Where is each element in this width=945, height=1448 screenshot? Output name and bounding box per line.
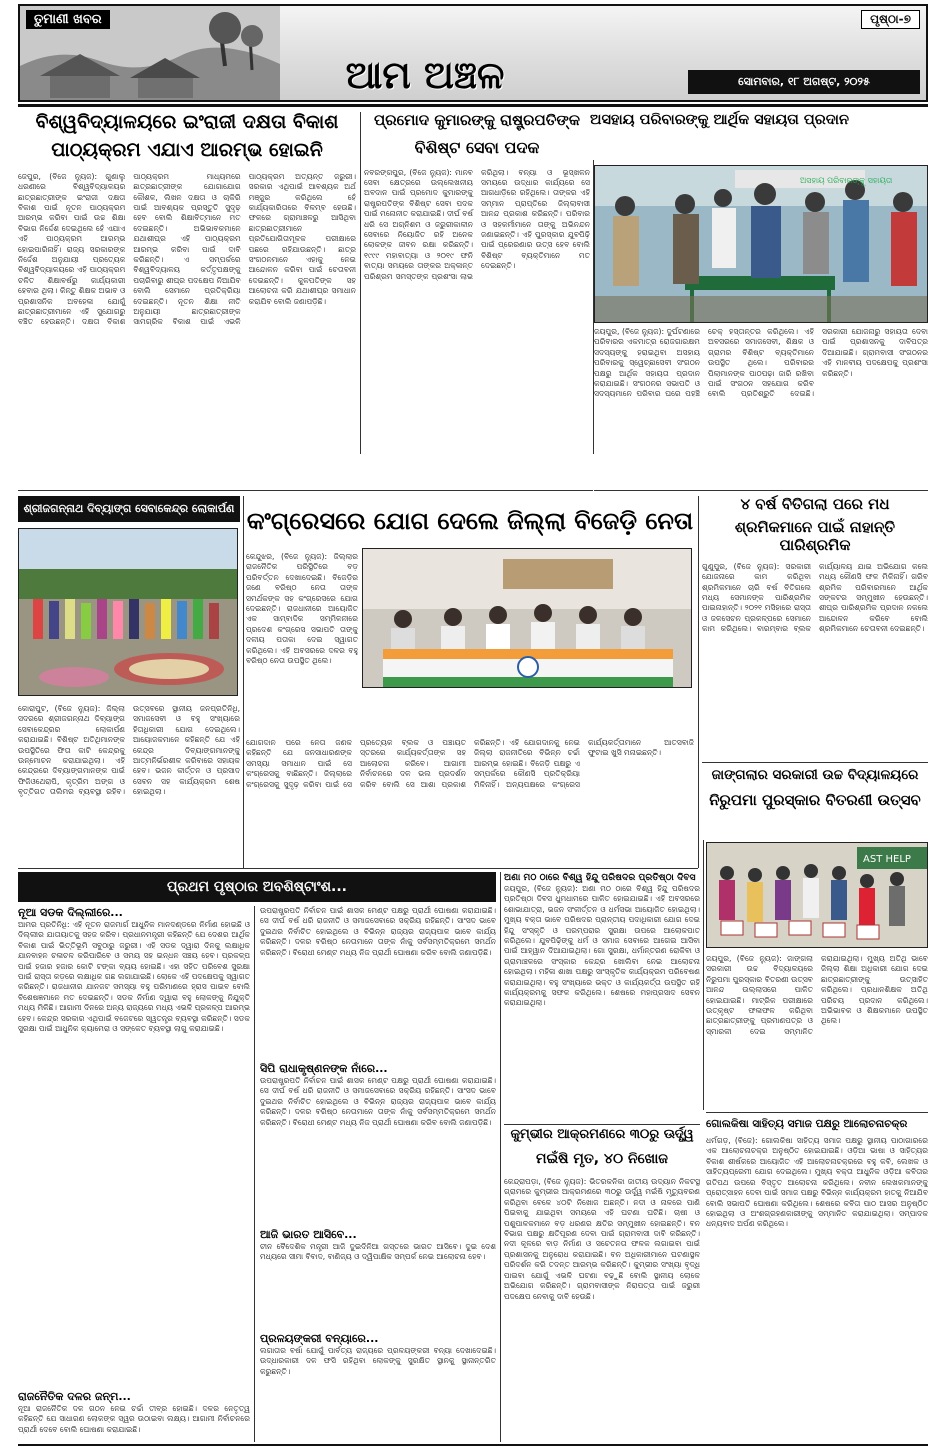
award-headline-2[interactable]: ବିଶିଷ୍ଟ ସେବା ପଦକ: [414, 138, 540, 158]
congress-body-b: ଯୋଗଦାନ ପରେ ନେତା ଜଣକ କହିଛନ୍ତି ଯେ ଜନସାଧାରଣଙ୍କ ସମସ୍ୟା ସମାଧାନ ପାଇଁ ସେ କଂଗ୍ରେସକୁ ବାଛିଛନ୍ତି। ଜିଲ୍ଲାରେ କଂଗ୍ରେସକୁ ସୁଦୃଢ଼ କରିବା ପାଇଁ ସେ ପ୍ରତ୍ୟେକ ବ୍ଲକ ଓ ପଞ୍ଚାୟତ ସ୍ତରରେ କାର୍ଯ୍ୟକର୍ତ୍ତାଙ୍କ ସହ ଆଲୋଚନା କରିବେ। ଆଗାମୀ ନିର୍ବାଚନରେ ଦଳ ଭଲ ପ୍ରଦର୍ଶନ କରିବ ବୋଲି ସେ ଆଶା ପ୍ରକାଶ କରିଛନ୍ତି। ଏହି ଯୋଗଦାନକୁ ନେଇ ଜିଲ୍ଲା ରାଜନୀତିରେ ବିଭିନ୍ନ ଚର୍ଚ୍ଚା ଆରମ୍ଭ ହୋଇଛି। ବିଜେଡ଼ି ପକ୍ଷରୁ ଏ ସମ୍ପର୍କରେ କୌଣସି ପ୍ରତିକ୍ରିୟା ମିଳିନାହିଁ। ଅନ୍ୟପକ୍ଷରେ କଂଗ୍ରେସ କାର୍ଯ୍ୟକର୍ତ୍ତାମାନେ ଆତସବାଜି ଫୁଟାଇ ଖୁସି ମନାଇଛନ୍ତି।: [246, 738, 694, 789]
school-article: [702, 768, 928, 838]
literature-article: [706, 1118, 928, 1442]
remaining-section: [18, 872, 496, 1442]
congress-headline[interactable]: କଂଗ୍ରେସରେ ଯୋଗ ଦେଲେ ଜିଲ୍ଲା ବିଜେଡ଼ି ନେତା: [246, 507, 694, 535]
financial-aid-headline[interactable]: ଅସହାୟ ପରିବାରଙ୍କୁ ଆର୍ଥିକ ସହାୟତା ପ୍ରଦାନ: [590, 112, 849, 128]
financial-aid-photo: [594, 165, 928, 323]
university-headline-2[interactable]: ପାଠ୍ୟକ୍ରମ ଏଯାଏ ଆରମ୍ଭ ହୋଇନି: [51, 138, 323, 161]
india-visit-subhead[interactable]: ଆଜି ଭାରତ ଆସିବେ...: [260, 1228, 357, 1241]
congress-photo: [362, 548, 692, 688]
road-subhead[interactable]: ନୂଆ ସଡକ ଦିଲ୍ଲୀରେ...: [18, 906, 123, 919]
workers-headline-1[interactable]: ୪ ବର୍ଷ ବିତିଗଲା ପରେ ମଧ: [740, 495, 890, 513]
issue-date: ସୋମବାର, ୧୮ ଅଗଷ୍ଟ, ୨୦୨୫: [688, 70, 920, 94]
hindu-parishad-article: [504, 872, 700, 1122]
radhakrishnan-body: ଉପରାଷ୍ଟ୍ରପତି ନିର୍ବାଚନ ପାଇଁ ଶାସକ ମେଣ୍ଟ ପକ୍ଷରୁ ପ୍ରାର୍ଥୀ ଘୋଷଣା କରାଯାଇଛି। ସେ ଦୀର୍ଘ ବର୍ଷ ଧରି ରାଜନୀତି ଓ ସମାଜସେବାରେ ସକ୍ରିୟ ରହିଛନ୍ତି। ସାଂସଦ ଭାବେ ଦୁଇଥର ନିର୍ବାଚିତ ହୋଇଥିଲେ ଓ ବିଭିନ୍ନ ରାଜ୍ୟର ରାଜ୍ୟପାଳ ଭାବେ କାର୍ଯ୍ୟ କରିଛନ୍ତି। ଦଳର ବରିଷ୍ଠ ନେତାମାନେ ତାଙ୍କ ନାଁକୁ ସର୍ବସମ୍ମତିକ୍ରମେ ସମର୍ଥନ କରିଛନ୍ତି। ବିରୋଧୀ ମେଣ୍ଟ ମଧ୍ୟ ନିଜ ପ୍ରାର୍ଥୀ ଘୋଷଣା କରିବ ବୋଲି ଜଣାପଡ଼ିଛି।: [260, 1076, 496, 1127]
banner-text: ଅସହାୟ ପରିବାରଙ୍କୁ ସହାୟତା: [800, 176, 893, 185]
university-article: [18, 112, 356, 452]
students-award-image: [707, 843, 928, 948]
remaining-continuation: ଉପରାଷ୍ଟ୍ରପତି ନିର୍ବାଚନ ପାଇଁ ଶାସକ ମେଣ୍ଟ ପକ୍ଷରୁ ପ୍ରାର୍ଥୀ ଘୋଷଣା କରାଯାଇଛି। ସେ ଦୀର୍ଘ ବର୍ଷ ଧରି ରାଜନୀତି ଓ ସମାଜସେବାରେ ସକ୍ରିୟ ରହିଛନ୍ତି। ସାଂସଦ ଭାବେ ଦୁଇଥର ନିର୍ବାଚିତ ହୋଇଥିଲେ ଓ ବିଭିନ୍ନ ରାଜ୍ୟର ରାଜ୍ୟପାଳ ଭାବେ କାର୍ଯ୍ୟ କରିଛନ୍ତି। ଦଳର ବରିଷ୍ଠ ନେତାମାନେ ତାଙ୍କ ନାଁକୁ ସର୍ବସମ୍ମତିକ୍ରମେ ସମର୍ଥନ କରିଛନ୍ତି। ବିରୋଧୀ ମେଣ୍ଟ ମଧ୍ୟ ନିଜ ପ୍ରାର୍ଥୀ ଘୋଷଣା କରିବ ବୋଲି ଜଣାପଡ଼ିଛି।: [260, 906, 496, 957]
workers-article: [702, 496, 928, 758]
congress-body-a: କେନ୍ଦୁଝର, (ବିଜେ ନ୍ୟୁଜ): ଜିଲ୍ଲାର ରାଜନୈତିକ ପରିସ୍ଥିତିରେ ବଡ଼ ପରିବର୍ତ୍ତନ ଦେଖାଦେଇଛି। ବିଜେଡ଼ିର ଜଣେ ବରିଷ୍ଠ ନେତା ତାଙ୍କ ସମର୍ଥକଙ୍କ ସହ କଂଗ୍ରେସରେ ଯୋଗ ଦେଇଛନ୍ତି। ରାଜଧାନୀରେ ଆୟୋଜିତ ଏକ ସାମ୍ବାଦିକ ସମ୍ମିଳନୀରେ ପ୍ରଦେଶ କଂଗ୍ରେସ ସଭାପତି ତାଙ୍କୁ ଦଳୀୟ ପତାକା ଦେଇ ସ୍ୱାଗତ କରିଥିଲେ। ଏହି ଅବସରରେ ଦଳର ବହୁ ବରିଷ୍ଠ ନେତା ଉପସ୍ଥିତ ଥିଲେ।: [246, 552, 358, 666]
school-body: ଜୟପୁର, (ବିଜେ ନ୍ୟୁଜ): ଜାଙ୍ଗଲା ସରକାରୀ ଉଚ୍ଚ ବିଦ୍ୟାଳୟରେ ନିରୁପମା ପୁରସ୍କାର ବିତରଣୀ ଉତ୍ସବ ଆନନ୍ଦ ଉଲ୍ଲାସରେ ପାଳିତ ହୋଇଯାଇଛି। ମାଟ୍ରିକ ପରୀକ୍ଷାରେ ଉତ୍କୃଷ୍ଟ ଫଳାଫଳ କରିଥିବା ଛାତ୍ରଛାତ୍ରୀଙ୍କୁ ପ୍ରମାଣପତ୍ର ଓ ସ୍ମାରକୀ ଦେଇ ସମ୍ମାନିତ କରାଯାଇଥିଲା। ମୁଖ୍ୟ ଅତିଥି ଭାବେ ଜିଲ୍ଲା ଶିକ୍ଷା ଅଧିକାରୀ ଯୋଗ ଦେଇ ଛାତ୍ରଛାତ୍ରୀଙ୍କୁ ଉତ୍ସାହିତ କରିଥିଲେ। ପ୍ରଧାନଶିକ୍ଷକ ଅତିଥି ପରିଚୟ ପ୍ରଦାନ କରିଥିଲେ। ଅଭିଭାବକ ଓ ଶିକ୍ଷକମାନେ ଉପସ୍ଥିତ ଥିଲେ।: [706, 954, 928, 1036]
university-body: ଜେପୁର, (ବିଜେ ନ୍ୟୁଜ): ଗୁଣାଲୁ ଧରଣୀରେ ବିଶ୍ୱବିଦ୍ୟାଳୟର ଛାତ୍ରଛାତ୍ରୀଙ୍କ ଇଂରାଜୀ ଦକ୍ଷତା ବିକାଶ ପାଇଁ ନୂତନ ପାଠ୍ୟକ୍ରମ ଆରମ୍ଭ କରିବା ପାଇଁ ଉଚ୍ଚ ଶିକ୍ଷା ବିଭାଗ ନିର୍ଦ୍ଦେଶ ଦେଇଥିଲେ ହେଁ ଏଯାଏ ଏହି ପାଠ୍ୟକ୍ରମ ଆରମ୍ଭ ହୋଇପାରିନାହିଁ। ରାଜ୍ୟ ସରକାରଙ୍କ ନିର୍ଦ୍ଦେଶ ଅନୁଯାୟୀ ପ୍ରତ୍ୟେକ ବିଶ୍ୱବିଦ୍ୟାଳୟରେ ଏହି ପାଠ୍ୟକ୍ରମ ଚଳିତ ଶିକ୍ଷାବର୍ଷରୁ କାର୍ଯ୍ୟକାରୀ ହେବାର ଥିଲା। କିନ୍ତୁ ଶିକ୍ଷକ ଅଭାବ ଓ ପ୍ରଶାସନିକ ଅବହେଳା ଯୋଗୁଁ ଛାତ୍ରଛାତ୍ରୀମାନେ ଏହି ସୁଯୋଗରୁ ବଞ୍ଚିତ ହେଉଛନ୍ତି। ଦକ୍ଷତା ବିକାଶ ପାଠ୍ୟକ୍ରମ ମାଧ୍ୟମରେ ଛାତ୍ରଛାତ୍ରୀଙ୍କ ଯୋଗାଯୋଗ କୌଶଳ, ଲିଖନ ଦକ୍ଷତା ଓ ଚାକିରି ପାଇଁ ଆବଶ୍ୟକ ପ୍ରସ୍ତୁତି ସୁଦୃଢ଼ ହେବ ବୋଲି ଶିକ୍ଷାବିତ୍‌ମାନେ ମତ ଦେଇଛନ୍ତି। ଅଭିଭାବକମାନେ ଯଥାଶୀଘ୍ର ଏହି ପାଠ୍ୟକ୍ରମ ଆରମ୍ଭ କରିବା ପାଇଁ ଦାବି କରିଛନ୍ତି। ଏ ସମ୍ପର୍କରେ ବିଶ୍ୱବିଦ୍ୟାଳୟ କର୍ତ୍ତୃପକ୍ଷଙ୍କୁ ପଚାରିବାରୁ ଶୀଘ୍ର ପଦକ୍ଷେପ ନିଆଯିବ ବୋଲି ସେମାନେ ପ୍ରତିକ୍ରିୟା ଦେଇଛନ୍ତି। ନୂତନ ଶିକ୍ଷା ନୀତି ଅନୁଯାୟୀ ଛାତ୍ରଛାତ୍ରୀଙ୍କ ସାମଗ୍ରିକ ବିକାଶ ପାଇଁ ଏଭଳି ପାଠ୍ୟକ୍ରମ ଅତ୍ୟନ୍ତ ଜରୁରୀ। ସରକାର ଏଥିପାଇଁ ଆବଶ୍ୟକ ଅର୍ଥ ମଞ୍ଜୁର କରିଥିଲେ ହେଁ କାର୍ଯ୍ୟକାରିତାରେ ବିଳମ୍ବ ହେଉଛି। ଫଳରେ ଗ୍ରାମାଞ୍ଚଳରୁ ଆସିଥିବା ଛାତ୍ରଛାତ୍ରୀମାନେ ପ୍ରତିଯୋଗିତାମୂଳକ ପରୀକ୍ଷାରେ ପଛରେ ରହିଯାଉଛନ୍ତି। ଛାତ୍ର ସଂଗଠନମାନେ ଏହାକୁ ନେଇ ଆନ୍ଦୋଳନ କରିବା ପାଇଁ ଚେତାବନୀ ଦେଇଛନ୍ତି। କୁଳପତିଙ୍କ ସହ ଆଲୋଚନା କରି ଯଥାଶୀଘ୍ର ସମାଧାନ କରାଯିବ ବୋଲି ଜଣାପଡ଼ିଛି।: [18, 171, 356, 327]
jagannath-photo: [18, 528, 238, 696]
financial-aid-body: ଜୟପୁର, (ବିଜେ ନ୍ୟୁଜ): ଦୁର୍ଘଟଣାରେ ପରିବାରର ଏକମାତ୍ର ରୋଜଗାରକ୍ଷମ ସଦସ୍ୟଙ୍କୁ ହରାଇଥିବା ଅସହାୟ ପରିବାରକୁ ସ୍ୱେଚ୍ଛାସେବୀ ସଂଗଠନ ପକ୍ଷରୁ ଆର୍ଥିକ ସହାୟତା ପ୍ରଦାନ କରାଯାଇଛି। ସଂଗଠନର ସଭାପତି ଓ ସଦସ୍ୟମାନେ ପରିବାର ଘରେ ପହଞ୍ଚି ଚେକ୍ ହସ୍ତାନ୍ତର କରିଥିଲେ। ଏହି ଅବସରରେ ସମାଜସେବୀ, ଶିକ୍ଷକ ଓ ଗ୍ରାମର ବିଶିଷ୍ଟ ବ୍ୟକ୍ତିମାନେ ଉପସ୍ଥିତ ଥିଲେ। ପରିବାରର ପିଲାମାନଙ୍କ ପାଠପଢ଼ା ଜାରି ରଖିବା ପାଇଁ ସଂଗଠନ ସହଯୋଗ କରିବ ବୋଲି ପ୍ରତିଶ୍ରୁତି ଦେଇଛି। ସରକାରୀ ଯୋଜନାରୁ ସହାୟତା ଦେବା ପାଇଁ ପ୍ରଶାସନକୁ ଦାବିପତ୍ର ଦିଆଯାଇଛି। ଗ୍ରାମବାସୀ ସଂଗଠନର ଏହି ମାନବୀୟ ପଦକ୍ଷେପକୁ ପ୍ରଶଂସା କରିଛନ୍ତି।: [594, 327, 928, 399]
school-banner-text: AST HELP: [863, 854, 911, 865]
section-title: ଆମ ଅଞ୍ଚଳ: [345, 53, 505, 97]
jagannath-headline[interactable]: ଶ୍ରୀଜଗନ୍ନାଥ ଦିବ୍ୟାଙ୍ଗ ସେବାକେନ୍ଦ୍ର ଲୋକାର୍ପଣ: [18, 496, 240, 522]
crocodile-headline-1[interactable]: କୁମ୍ଭୀର ଆକ୍ରମଣରେ ୩୦ରୁ ଊର୍ଦ୍ଧ୍ୱ: [510, 1127, 694, 1142]
masthead: [18, 4, 928, 102]
literature-headline[interactable]: ଗୋଲକିଷା ସାହିତ୍ୟ ସମାଜ ପକ୍ଷରୁ ଆଲୋଚନାଚକ୍ର: [706, 1118, 908, 1130]
crocodile-body: କେନ୍ଦ୍ରାପଡ଼ା, (ବିଜେ ନ୍ୟୁଜ): ଭିତରକନିକା ଜାତୀୟ ଉଦ୍ୟାନ ନିକଟସ୍ଥ ଗ୍ରାମରେ କୁମ୍ଭୀର ଆକ୍ରମଣରେ ୩୦ରୁ ଊର୍ଦ୍ଧ୍ୱ ମଇଁଷି ମୃତ୍ୟୁବରଣ କରିଥିବା ବେଳେ ୪୦ଟି ନିଖୋଜ ଅଛନ୍ତି। ନଦୀ ଓ ନାଳରେ ପାଣି ପିଇବାକୁ ଯାଇଥିବା ସମୟରେ ଏହି ଘଟଣା ଘଟିଛି। ଚାଷୀ ଓ ପଶୁପାଳକମାନେ ବଡ଼ ଧରଣର କ୍ଷତିର ସମ୍ମୁଖୀନ ହୋଇଛନ୍ତି। ବନ ବିଭାଗ ପକ୍ଷରୁ କ୍ଷତିପୂରଣ ଦେବା ପାଇଁ ଗ୍ରାମବାସୀ ଦାବି କରିଛନ୍ତି। ନଦୀ କୂଳରେ ବାଡ଼ ନିର୍ମାଣ ଓ ସଚେତନତା ଫଳକ ଲଗାଇବା ପାଇଁ ପ୍ରଶାସନକୁ ଅନୁରୋଧ କରାଯାଇଛି। ବନ ଅଧିକାରୀମାନେ ଘଟଣାସ୍ଥଳ ପରିଦର୍ଶନ କରି ତଦନ୍ତ ଆରମ୍ଭ କରିଛନ୍ତି। କୁମ୍ଭୀର ସଂଖ୍ୟା ବୃଦ୍ଧି ପାଇବା ଯୋଗୁଁ ଏଭଳି ଘଟଣା ବଢ଼ୁଛି ବୋଲି ସ୍ଥାନୀୟ ଲୋକେ ଅଭିଯୋଗ କରିଛନ୍ତି। ଗ୍ରାମବାସୀଙ୍କ ନିରାପତ୍ତା ପାଇଁ ଜରୁରୀ ପଦକ୍ଷେପ ନେବାକୁ ଦାବି ହେଉଛି।: [504, 1177, 700, 1301]
school-photo: [706, 842, 928, 948]
road-body: ଆମର ପ୍ରତିନିଧି: ଏହି ନୂତନ ରାଜମାର୍ଗ ଆଧୁନିକ ମାନଦଣ୍ଡରେ ନିର୍ମାଣ ହୋଇଛି ଓ ଦିଲ୍ଲୀର ଯାତାୟାତକୁ ସହଜ କରିବ। ପ୍ରଧାନମନ୍ତ୍ରୀ କହିଛନ୍ତି ଯେ ଦେଶର ଆର୍ଥିକ ବିକାଶ ପାଇଁ ଭିତ୍ତିଭୂମି ସବୁଠାରୁ ଜରୁରୀ। ଏହି ସଡକ ଦ୍ୱାରା ଦିନକୁ ଲକ୍ଷାଧିକ ଯାନବାହନ ଚଳାଚଳ କରିପାରିବେ ଓ ସମୟ ସହ ଇନ୍ଧନ ସଞ୍ଚୟ ହେବ। ପ୍ରକଳ୍ପ ପାଇଁ ହଜାର ହଜାର କୋଟି ଟଙ୍କା ବ୍ୟୟ ହୋଇଛି। ଏହା ସହିତ ପରିବେଶ ସୁରକ୍ଷା ପାଇଁ ରାସ୍ତା କଡ଼ରେ ଲକ୍ଷାଧିକ ଗଛ ଲଗାଯାଇଛି। ଲୋକେ ଏହି ପଦକ୍ଷେପକୁ ସ୍ୱାଗତ କରିଛନ୍ତି। ରାଜଧାନୀର ଯାନଜଟ ସମସ୍ୟା ବହୁ ପରିମାଣରେ ହ୍ରାସ ପାଇବ ବୋଲି ବିଶେଷଜ୍ଞମାନେ ମତ ଦେଇଛନ୍ତି। ସଡକ ନିର୍ମାଣ ଦ୍ୱାରା ବହୁ ଲୋକଙ୍କୁ ନିଯୁକ୍ତି ମଧ୍ୟ ମିଳିଛି। ଆଗାମୀ ଦିନରେ ଅନ୍ୟ ରାଜ୍ୟରେ ମଧ୍ୟ ଏଭଳି ପ୍ରକଳ୍ପ ଆରମ୍ଭ ହେବ। କେନ୍ଦ୍ର ସରକାର ଏଥିପାଇଁ ବଜେଟରେ ସ୍ୱତନ୍ତ୍ର ବ୍ୟବସ୍ଥା କରିଛନ୍ତି। ସଡକ ସୁରକ୍ଷା ପାଇଁ ଆଧୁନିକ କ୍ୟାମେରା ଓ ସଙ୍କେତ ବ୍ୟବସ୍ଥା ଲାଗୁ କରାଯାଇଛି।: [18, 920, 250, 1034]
crocodile-article: [504, 1128, 700, 1442]
group-handing-cheque-image: [595, 166, 928, 323]
press-conference-image: [363, 549, 692, 688]
india-visit-body: ଚୀନ ବୈଦେଶିକ ମନ୍ତ୍ରୀ ଆଜି ଦୁଇଦିନିଆ ଗସ୍ତରେ ଭାରତ ଆସିବେ। ଦୁଇ ଦେଶ ମଧ୍ୟରେ ସୀମା ବିବାଦ, ବାଣିଜ୍ୟ ଓ ଦ୍ୱିପାକ୍ଷିକ ସମ୍ପର୍କ ନେଇ ଆଲୋଚନା ହେବ।: [260, 1242, 496, 1262]
hindu-parishad-body: ଜୟପୁର, (ବିଜେ ନ୍ୟୁଜ): ଅଣା ମଠ ଠାରେ ବିଶ୍ୱ ହିନ୍ଦୁ ପରିଷଦର ପ୍ରତିଷ୍ଠା ଦିବସ ଧୁମଧାମରେ ପାଳିତ ହୋଇଯାଇଛି। ଏହି ଅବସରରେ ଶୋଭାଯାତ୍ରା, ଭଜନ ସଂକୀର୍ତ୍ତନ ଓ ଧର୍ମସଭା ଆୟୋଜିତ ହୋଇଥିଲା। ମୁଖ୍ୟ ବକ୍ତା ଭାବେ ପରିଷଦର ପ୍ରାନ୍ତୀୟ ପଦାଧିକାରୀ ଯୋଗ ଦେଇ ହିନ୍ଦୁ ସଂସ୍କୃତି ଓ ପରମ୍ପରାର ସୁରକ୍ଷା ଉପରେ ଆଲୋକପାତ କରିଥିଲେ। ଯୁବପିଢ଼ିଙ୍କୁ ଧର୍ମ ଓ ସମାଜ ସେବାରେ ଆଗେଇ ଆସିବା ପାଇଁ ଆହ୍ୱାନ ଦିଆଯାଇଥିଲା। ଗୋ ସୁରକ୍ଷା, ଧର୍ମାନ୍ତରଣ ରୋକିବା ଓ ଗ୍ରାମାଞ୍ଚଳରେ ସଂସ୍କାର କେନ୍ଦ୍ର ଖୋଲିବା ନେଇ ଆଲୋଚନା ହୋଇଥିଲା। ମହିଳା ଶାଖା ପକ୍ଷରୁ ସାଂସ୍କୃତିକ କାର୍ଯ୍ୟକ୍ରମ ପରିବେଷଣ କରାଯାଇଥିଲା। ବହୁ ସଂଖ୍ୟାରେ ଭକ୍ତ ଓ କାର୍ଯ୍ୟକର୍ତ୍ତା ଉପସ୍ଥିତ ରହି କାର୍ଯ୍ୟକ୍ରମକୁ ସଫଳ କରିଥିଲେ। ଶେଷରେ ମହାପ୍ରସାଦ ସେବନ କରାଯାଇଥିଲା।: [504, 884, 700, 1008]
crocodile-headline-2[interactable]: ମଇଁଷି ମୃତ, ୪୦ ନିଖୋଜ: [536, 1150, 668, 1167]
workers-headline-2[interactable]: ଶ୍ରମିକମାନେ ପାଇଁ ନାହାନ୍ତି ପାରିଶ୍ରମିକ: [734, 518, 896, 554]
school-headline-2[interactable]: ନିରୁପମା ପୁରସ୍କାର ବିତରଣୀ ଉତ୍ସବ: [709, 790, 921, 809]
radhakrishnan-subhead[interactable]: ସିପି ରାଧାକୃଷ୍ଣନଙ୍କ ନାଁରେ...: [260, 1062, 388, 1075]
political-party-subhead[interactable]: ରାଜନୈତିକ ଦଳର ଜନ୍ମ...: [18, 1390, 131, 1403]
award-article: [364, 112, 590, 452]
remaining-title-bar[interactable]: ପ୍ରଥମ ପୃଷ୍ଠାର ଅବଶିଷ୍ଟାଂଶ...: [18, 872, 496, 902]
inauguration-crowd-image: [19, 529, 238, 696]
brand-label: ତୁମାଣୀ ଖବର: [26, 10, 110, 29]
award-body: ନବରଙ୍ଗପୁର, (ବିଜେ ନ୍ୟୁଜ): ମାନବ ସେବା କ୍ଷେତ୍ରରେ ଉଲ୍ଲେଖନୀୟ ଅବଦାନ ପାଇଁ ପ୍ରମୋଦ କୁମାରଙ୍କୁ ରାଷ୍ଟ୍ରପତିଙ୍କ ବିଶିଷ୍ଟ ସେବା ପଦକ ପାଇଁ ମନୋନୀତ କରାଯାଇଛି। ଦୀର୍ଘ ବର୍ଷ ଧରି ସେ ଅଗ୍ନିଶମ ଓ ଜରୁରୀକାଳୀନ ସେବାରେ ନିୟୋଜିତ ରହି ଅନେକ ଲୋକଙ୍କ ଜୀବନ ରକ୍ଷା କରିଛନ୍ତି। ୧୯୯୯ ମହାବାତ୍ୟା ଓ ୨୦୧୯ ଫନି ବାତ୍ୟା ସମୟରେ ତାଙ୍କର ଅକ୍ଳାନ୍ତ ପରିଶ୍ରମ ସମସ୍ତଙ୍କ ପ୍ରଶଂସା ଲାଭ କରିଥିଲା। ବନ୍ୟା ଓ ଭୂସ୍ଖଳନ ସମୟରେ ଉଦ୍ଧାର କାର୍ଯ୍ୟରେ ସେ ଆଗଧାଡ଼ିରେ ରହିଥିଲେ। ତାଙ୍କର ଏହି ସମ୍ମାନ ପ୍ରାପ୍ତିରେ ଜିଲ୍ଲାବାସୀ ଆନନ୍ଦ ପ୍ରକାଶ କରିଛନ୍ତି। ପରିବାର ଓ ସହକର୍ମୀମାନେ ତାଙ୍କୁ ଅଭିନନ୍ଦନ ଜଣାଇଛନ୍ତି। ଏହି ପୁରସ୍କାର ଯୁବପିଢ଼ି ପାଇଁ ପ୍ରେରଣାର ଉତ୍ସ ହେବ ବୋଲି ବିଶିଷ୍ଟ ବ୍ୟକ୍ତିମାନେ ମତ ଦେଇଛନ୍ତି।: [364, 167, 590, 281]
congress-article: [246, 496, 694, 546]
jagannath-body: କୋରାପୁଟ, (ବିଜେ ନ୍ୟୁଜ): ଜିଲ୍ଲା ସଦରରେ ଶ୍ରୀଜଗନ୍ନାଥ ଦିବ୍ୟାଙ୍ଗ ସେବାକେନ୍ଦ୍ରର ଲୋକାର୍ପଣ କରାଯାଇଛି। ବିଶିଷ୍ଟ ଅତିଥିମାନଙ୍କ ଉପସ୍ଥିତିରେ ଫିତା କାଟି କେନ୍ଦ୍ରକୁ ଉନ୍ମୋଚନ କରାଯାଇଥିଲା। ଏହି କେନ୍ଦ୍ରରେ ଦିବ୍ୟାଙ୍ଗମାନଙ୍କ ପାଇଁ ଫିଜିଓଥେରାପି, କୃତ୍ରିମ ଅଙ୍ଗ ଓ ବୃତ୍ତିଗତ ତାଲିମର ବ୍ୟବସ୍ଥା ରହିବ। ଉତ୍ସବରେ ସ୍ଥାନୀୟ ଜନପ୍ରତିନିଧି, ସମାଜସେବୀ ଓ ବହୁ ସଂଖ୍ୟାରେ ହିତାଧିକାରୀ ଯୋଗ ଦେଇଥିଲେ। ଆୟୋଜକମାନେ କହିଛନ୍ତି ଯେ ଏହି କେନ୍ଦ୍ର ଦିବ୍ୟାଙ୍ଗମାନଙ୍କୁ ଆତ୍ମନିର୍ଭରଶୀଳ କରିବାରେ ସହାୟକ ହେବ। ଭଜନ କୀର୍ତ୍ତନ ଓ ପ୍ରସାଦ ସେବନ ସହ କାର୍ଯ୍ୟକ୍ରମ ଶେଷ ହୋଇଥିଲା।: [18, 704, 240, 797]
award-headline-1[interactable]: ପ୍ରମୋଦ କୁମାରଙ୍କୁ ରାଷ୍ଟ୍ରପତିଙ୍କ: [374, 111, 580, 129]
literature-body: ଧର୍ମଗଡ଼, (ବିଜେ): ଗୋଲକିଷା ସାହିତ୍ୟ ସମାଜ ପକ୍ଷରୁ ସ୍ଥାନୀୟ ପାଠାଗାରରେ ଏକ ଆଲୋଚନାଚକ୍ର ଅନୁଷ୍ଠିତ ହୋଇଯାଇଛି। ଓଡ଼ିଆ ଭାଷା ଓ ସାହିତ୍ୟର ବିକାଶ ଶୀର୍ଷକରେ ଆୟୋଜିତ ଏହି ଆଲୋଚନାଚକ୍ରରେ ବହୁ କବି, ଲେଖକ ଓ ସାହିତ୍ୟପ୍ରେମୀ ଯୋଗ ଦେଇଥିଲେ। ମୁଖ୍ୟ ବକ୍ତା ଆଧୁନିକ ଓଡ଼ିଆ କବିତାର ଗତିପଥ ଉପରେ ବିସ୍ତୃତ ଆଲୋଚନା କରିଥିଲେ। ନବୀନ ଲେଖକମାନଙ୍କୁ ପ୍ରୋତ୍ସାହନ ଦେବା ପାଇଁ ସମାଜ ପକ୍ଷରୁ ବିଭିନ୍ନ କାର୍ଯ୍ୟକ୍ରମ ହାତକୁ ନିଆଯିବ ବୋଲି ସଭାପତି ଘୋଷଣା କରିଥିଲେ। ଶେଷରେ କବିତା ପାଠ ଆସର ଅନୁଷ୍ଠିତ ହୋଇଥିଲା ଓ ଅଂଶଗ୍ରହଣକାରୀଙ୍କୁ ସମ୍ମାନିତ କରାଯାଇଥିଲା। ସମ୍ପାଦକ ଧନ୍ୟବାଦ ଅର୍ପଣ କରିଥିଲେ।: [706, 1136, 928, 1229]
university-headline-1[interactable]: ବିଶ୍ୱବିଦ୍ୟାଳୟରେ ଇଂରାଜୀ ଦକ୍ଷତା ବିକାଶ: [35, 111, 339, 133]
workers-body: ଗୁଣୁପୁର, (ବିଜେ ନ୍ୟୁଜ): ସରକାରୀ ଯୋଜନାରେ କାମ କରିଥିବା ଶ୍ରମିକମାନେ ଚାରି ବର୍ଷ ବିତିଗଲେ ମଧ୍ୟ ସେମାନଙ୍କ ପାରିଶ୍ରମିକ ପାଇନାହାନ୍ତି। ୨୦୨୧ ମସିହାରେ ରାସ୍ତା ଓ ଜଳସେଚନ ପ୍ରକଳ୍ପରେ ସେମାନେ କାମ କରିଥିଲେ। ବାରମ୍ବାର ବ୍ଲକ କାର୍ଯ୍ୟାଳୟ ଯାଇ ଅଭିଯୋଗ କଲେ ମଧ୍ୟ କୌଣସି ଫଳ ମିଳିନାହିଁ। ଗରିବ ଶ୍ରମିକ ପରିବାରମାନେ ଆର୍ଥିକ ସଙ୍କଟର ସମ୍ମୁଖୀନ ହେଉଛନ୍ତି। ଶୀଘ୍ର ପାରିଶ୍ରମିକ ପ୍ରଦାନ ନକଲେ ଆନ୍ଦୋଳନ କରିବେ ବୋଲି ଶ୍ରମିକମାନେ ଚେତାବନୀ ଦେଇଛନ୍ତି।: [702, 561, 928, 634]
hindu-parishad-headline[interactable]: ଅଣା ମଠ ଠାରେ ବିଶ୍ୱ ହିନ୍ଦୁ ପରିଷଦର ପ୍ରତିଷ୍ଠା ଦିବସ: [504, 872, 696, 883]
school-headline-1[interactable]: ଜାଙ୍ଗଲାର ସରକାରୀ ଉଚ୍ଚ ବିଦ୍ୟାଳୟରେ: [711, 767, 919, 783]
flood-subhead[interactable]: ପ୍ରଳୟଙ୍କରୀ ବନ୍ୟାରେ...: [260, 1332, 379, 1345]
page-number-label: ପୃଷ୍ଠା-୭: [861, 10, 920, 29]
flood-body: ଲଗାତାର ବର୍ଷା ଯୋଗୁଁ ପାର୍ବତ୍ୟ ରାଜ୍ୟରେ ପ୍ରଳୟଙ୍କରୀ ବନ୍ୟା ଦେଖାଦେଇଛି। ଉଦ୍ଧାରକାରୀ ଦଳ ଫସି ରହିଥିବା ଲୋକଙ୍କୁ ସୁରକ୍ଷିତ ସ୍ଥାନକୁ ସ୍ଥାନାନ୍ତରିତ କରୁଛନ୍ତି।: [260, 1346, 496, 1376]
political-party-body: ନୂଆ ରାଜନୈତିକ ଦଳ ଗଠନ ନେଇ ଚର୍ଚ୍ଚା ତୀବ୍ର ହୋଇଛି। ଦଳର ନେତୃତ୍ୱ କହିଛନ୍ତି ଯେ ସାଧାରଣ ଲୋକଙ୍କ ସ୍ୱର ଉଠାଇବା ଲକ୍ଷ୍ୟ। ଆଗାମୀ ନିର୍ବାଚନରେ ପ୍ରାର୍ଥୀ ଦେବେ ବୋଲି ଘୋଷଣା କରାଯାଇଛି।: [18, 1404, 250, 1434]
